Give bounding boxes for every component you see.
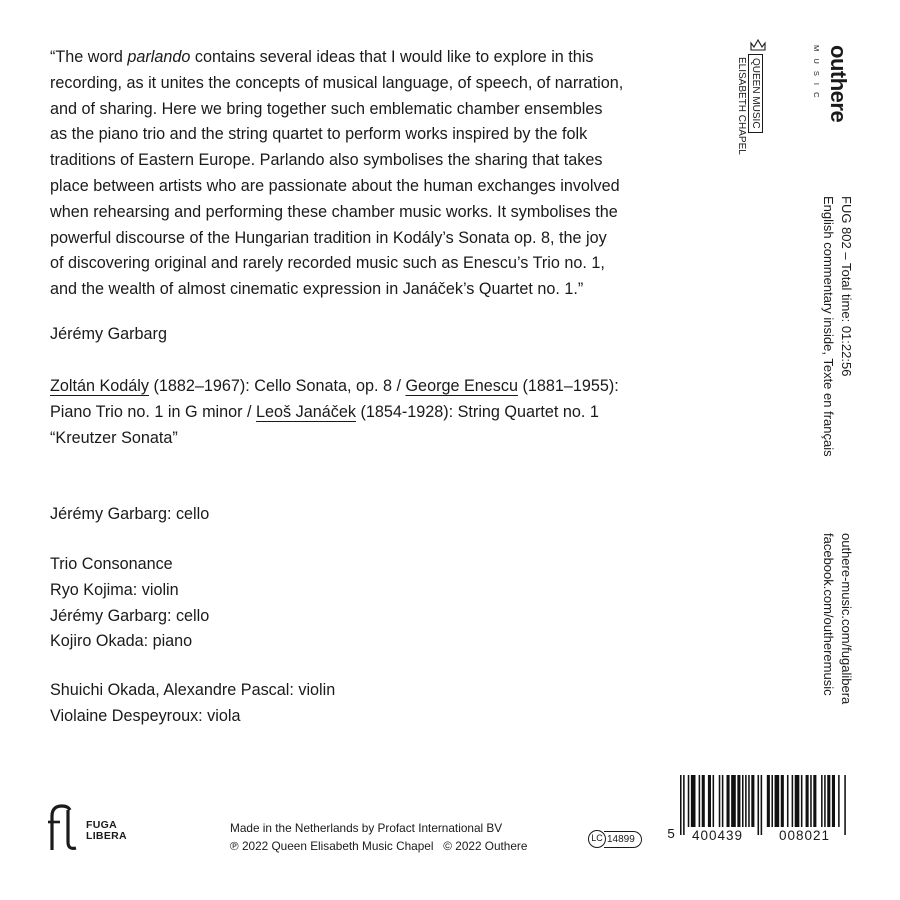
barcode-bar bbox=[758, 775, 760, 835]
works-line-1 bbox=[50, 374, 700, 400]
barcode-bar bbox=[699, 775, 701, 827]
quote-text: recording, as it unites the concepts of musical language, of speech, of narration, bbox=[50, 73, 624, 92]
quote-line bbox=[50, 45, 690, 71]
works-text-1: (1882–1967): Cello Sonata, op. 8 / bbox=[148, 377, 406, 395]
barcode-bar bbox=[810, 775, 812, 827]
language-info: English commentary inside, Texte en français bbox=[821, 196, 836, 457]
barcode-bar bbox=[761, 775, 763, 835]
quartet-block bbox=[50, 678, 335, 730]
works-line-3: “Kreutzer Sonata” bbox=[50, 428, 178, 447]
barcode-digits-left: 400439 bbox=[692, 828, 744, 843]
composer-janacek: Leoš Janáček bbox=[256, 402, 356, 421]
barcode-bar bbox=[827, 775, 830, 827]
barcode-bar bbox=[745, 775, 747, 827]
quote-emphasis: parlando bbox=[127, 48, 191, 66]
qemc-line2: ELISABETH CHAPEL bbox=[736, 57, 747, 155]
quartet-member: Violaine Despeyroux: viola bbox=[50, 706, 241, 725]
barcode-bar bbox=[748, 775, 750, 827]
quote-line bbox=[50, 122, 690, 148]
lc-label: LC bbox=[591, 833, 603, 843]
outhere-logo: outhere bbox=[826, 45, 851, 123]
quote-line bbox=[50, 97, 690, 123]
barcode-bar bbox=[688, 775, 690, 827]
barcode-bar bbox=[824, 775, 826, 827]
quartet-member: Shuichi Okada, Alexandre Pascal: violin bbox=[50, 681, 336, 699]
outhere-music-label: M U S I C bbox=[812, 45, 821, 101]
barcode-bars bbox=[680, 775, 860, 835]
quote-line bbox=[50, 71, 690, 97]
barcode-digit-prefix: 5 bbox=[667, 828, 676, 843]
barcode-bar bbox=[832, 775, 835, 827]
facebook-link[interactable]: facebook.com/outheremusic bbox=[821, 533, 836, 696]
trio-member: Ryo Kojima: violin bbox=[50, 580, 179, 599]
barcode-bar bbox=[813, 775, 816, 827]
fuga-libera-mark-icon bbox=[48, 802, 84, 852]
quote-line bbox=[50, 174, 690, 200]
quote-text: traditions of Eastern Europe. Parlando also symbolises the sharing that takes bbox=[50, 151, 603, 170]
quote-author: Jérémy Garbarg bbox=[50, 325, 167, 343]
quote-line bbox=[50, 148, 690, 174]
barcode-bar bbox=[719, 775, 721, 827]
made-in-text: Made in the Netherlands by Profact International BV bbox=[230, 821, 503, 835]
logo-libera: LIBERA bbox=[86, 830, 127, 842]
barcode-bar bbox=[708, 775, 711, 827]
quote-text: of discovering original and rarely recorded music such as Enescu’s Trio no. 1, bbox=[50, 254, 605, 273]
barcode-digits-right: 008021 bbox=[779, 828, 831, 843]
barcode-bar bbox=[844, 775, 846, 835]
copyright-text: ℗ 2022 Queen Elisabeth Music Chapel © 2022 Outhere bbox=[230, 839, 528, 853]
trio-member: Kojiro Okada: piano bbox=[50, 632, 193, 651]
trio-block bbox=[50, 552, 209, 655]
barcode-bar bbox=[737, 775, 740, 827]
works-line-2 bbox=[50, 400, 700, 426]
qemc-line1: QUEEN MUSIC bbox=[748, 54, 763, 133]
barcode-bar bbox=[727, 775, 730, 827]
website-link[interactable]: outhere-music.com/fugalibera bbox=[839, 533, 854, 705]
works-text-2: (1881–1955): bbox=[517, 377, 619, 395]
barcode-bar bbox=[731, 775, 736, 827]
soloist: Jérémy Garbarg: cello bbox=[50, 505, 210, 523]
barcode-bar bbox=[680, 775, 682, 835]
composer-kodaly: Zoltán Kodály bbox=[50, 377, 149, 395]
works-text-4: (1854-1928): String Quartet no. 1 bbox=[355, 402, 599, 421]
barcode-bar bbox=[713, 775, 715, 827]
catalog-info: FUG 802 – Total time: 01:22:56 bbox=[839, 196, 854, 377]
works-listing bbox=[50, 374, 700, 451]
barcode-bar bbox=[792, 775, 794, 827]
trio-name: Trio Consonance bbox=[50, 555, 173, 573]
barcode-bar bbox=[771, 775, 773, 827]
barcode-bar bbox=[742, 775, 744, 827]
barcode-bar bbox=[806, 775, 809, 827]
composer-enescu: George Enescu bbox=[405, 377, 518, 395]
quote-text: contains several ideas that I would like to explore in this bbox=[190, 48, 594, 66]
barcode bbox=[667, 775, 860, 843]
crown-icon bbox=[749, 38, 767, 52]
barcode-bar bbox=[767, 775, 770, 827]
quote-text: as the piano trio and the string quartet to perform works inspired by the folk bbox=[50, 125, 588, 144]
barcode-bar bbox=[751, 775, 754, 827]
works-text-3: Piano Trio no. 1 in G minor / bbox=[50, 402, 257, 421]
barcode-bar bbox=[787, 775, 789, 827]
barcode-bar bbox=[702, 775, 705, 827]
liner-quote bbox=[50, 45, 690, 303]
quote-line bbox=[50, 277, 690, 303]
quote-text: “The word bbox=[50, 48, 128, 66]
quote-line bbox=[50, 226, 690, 252]
lc-badge bbox=[588, 830, 642, 848]
barcode-bar bbox=[821, 775, 823, 827]
barcode-bar bbox=[683, 775, 685, 835]
fuga-libera-logo bbox=[48, 802, 138, 852]
quote-text: powerful discourse of the Hungarian tradition in Kodály’s Sonata op. 8, the joy bbox=[50, 228, 607, 247]
quote-line bbox=[50, 251, 690, 277]
barcode-bar bbox=[801, 775, 803, 827]
qemc-logo bbox=[734, 38, 774, 168]
logo-fuga: FUGA bbox=[86, 819, 117, 831]
quote-text: and of sharing. Here we bring together such emblematic chamber ensembles bbox=[50, 99, 603, 118]
quote-line bbox=[50, 200, 690, 226]
barcode-bar bbox=[775, 775, 780, 827]
barcode-bar bbox=[691, 775, 696, 827]
trio-member: Jérémy Garbarg: cello bbox=[50, 606, 210, 625]
barcode-bar bbox=[781, 775, 784, 827]
quote-text: place between artists who are passionate about the human exchanges involved bbox=[50, 176, 620, 195]
barcode-bar bbox=[722, 775, 724, 827]
barcode-bar bbox=[838, 775, 840, 827]
lc-number: 14899 bbox=[604, 831, 642, 848]
quote-text: and the wealth of almost cinematic expression in Janáček’s Quartet no. 1.” bbox=[50, 280, 584, 299]
quote-text: when rehearsing and performing these chamber music works. It symbolises the bbox=[50, 202, 618, 221]
barcode-bar bbox=[795, 775, 800, 827]
